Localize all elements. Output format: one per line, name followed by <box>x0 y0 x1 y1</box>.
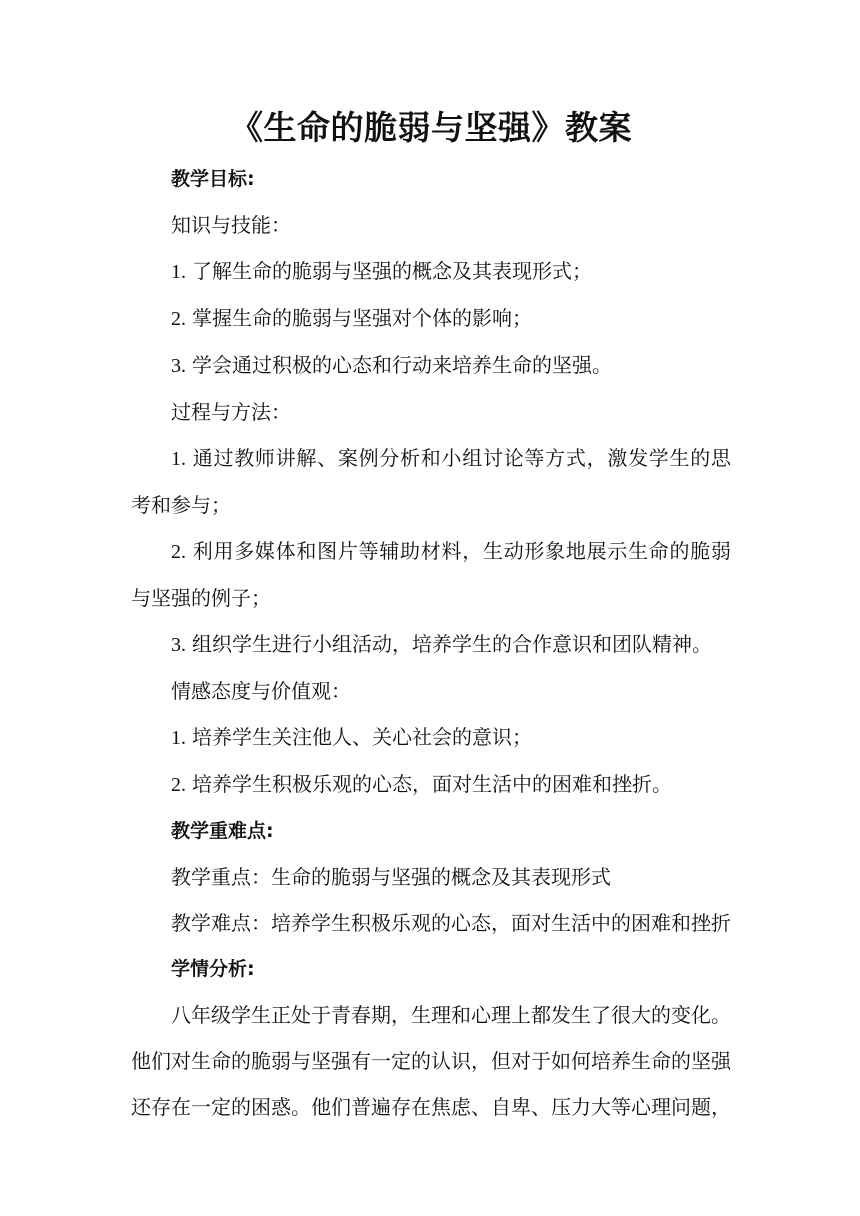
item-number: 1. <box>171 261 186 283</box>
item-number: 3. <box>171 355 186 377</box>
knowledge-heading: 知识与技能： <box>171 213 291 237</box>
knowledge-item-1 <box>131 248 731 295</box>
process-item-1 <box>131 435 731 528</box>
process-item-2 <box>131 528 731 621</box>
item-number: 2. <box>171 774 186 796</box>
emotion-item-2-text: 培养学生积极乐观的心态，面对生活中的困难和挫折。 <box>192 772 672 796</box>
item-number: 2. <box>171 308 186 330</box>
item-number: 3. <box>171 634 186 656</box>
analysis-paragraph: 八年级学生正处于青春期，生理和心理上都发生了很大的变化。他们对生命的脆弱与坚强有一定的认识，但对于如何培养生命的坚强还存在一定的困惑。他们普遍存在焦虑、自卑、压力大等心理问题， <box>131 1003 731 1119</box>
analysis-heading: 学情分析: <box>171 958 255 980</box>
key-point: 教学重点：生命的脆弱与坚强的概念及其表现形式 <box>171 865 611 889</box>
item-number: 1. <box>171 448 186 470</box>
knowledge-item-3 <box>131 342 731 389</box>
knowledge-item-1-text: 了解生命的脆弱与坚强的概念及其表现形式； <box>192 259 592 283</box>
emotion-item-2 <box>131 761 731 808</box>
process-heading: 过程与方法： <box>171 400 291 424</box>
document-content <box>131 102 731 1130</box>
process-item-3 <box>131 621 731 668</box>
knowledge-item-2 <box>131 295 731 342</box>
process-item-2-text: 利用多媒体和图片等辅助材料，生动形象地展示生命的脆弱与坚强的例子； <box>131 539 731 610</box>
emotion-heading: 情感态度与价值观： <box>171 679 351 703</box>
knowledge-item-3-text: 学会通过积极的心态和行动来培养生命的坚强。 <box>192 353 612 377</box>
item-number: 2. <box>171 541 186 563</box>
emotion-item-1-text: 培养学生关注他人、关心社会的意识； <box>192 725 532 749</box>
key-points-heading: 教学重难点: <box>171 820 274 842</box>
difficult-point: 教学难点：培养学生积极乐观的心态，面对生活中的困难和挫折 <box>171 911 731 935</box>
knowledge-item-2-text: 掌握生命的脆弱与坚强对个体的影响； <box>192 306 532 330</box>
document-title: 《生命的脆弱与坚强》教案 <box>230 108 632 147</box>
objectives-heading: 教学目标: <box>171 168 255 190</box>
emotion-item-1 <box>131 714 731 761</box>
process-item-3-text: 组织学生进行小组活动，培养学生的合作意识和团队精神。 <box>192 632 712 656</box>
item-number: 1. <box>171 727 186 749</box>
process-item-1-text: 通过教师讲解、案例分析和小组讨论等方式，激发学生的思考和参与； <box>131 446 731 517</box>
